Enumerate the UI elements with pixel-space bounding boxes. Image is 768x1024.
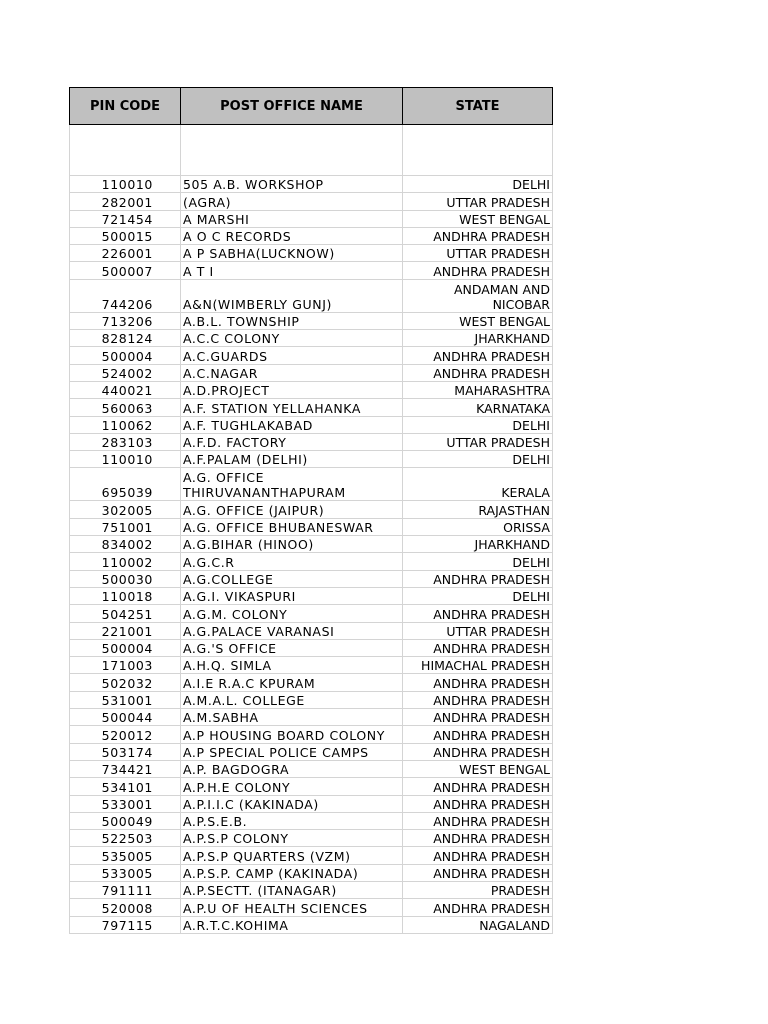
pin-code-cell: 721454	[70, 210, 181, 227]
pin-code-cell: 110010	[70, 451, 181, 468]
table-row	[70, 279, 553, 312]
post-office-name-cell: A.H.Q. SIMLA	[181, 657, 403, 674]
pin-code-cell: 110062	[70, 416, 181, 433]
table-row	[70, 347, 553, 364]
post-office-name-cell: A.M.SABHA	[181, 709, 403, 726]
post-office-name-cell: A.F. TUGHLAKABAD	[181, 416, 403, 433]
state-cell: PRADESH	[403, 881, 553, 898]
post-office-name-cell: 505 A.B. WORKSHOP	[181, 176, 403, 193]
table-row	[70, 864, 553, 881]
table-row	[70, 830, 553, 847]
post-office-name-cell: A.P.U OF HEALTH SCIENCES	[181, 899, 403, 916]
post-office-name-cell: A.C.NAGAR	[181, 364, 403, 381]
post-office-name-cell: A.G.C.R	[181, 553, 403, 570]
table-row	[70, 245, 553, 262]
table-row	[70, 227, 553, 244]
post-office-name-cell: A.P.SECTT. (ITANAGAR)	[181, 881, 403, 898]
table-row	[70, 433, 553, 450]
post-office-name-cell: A.P.H.E COLONY	[181, 778, 403, 795]
table-row	[70, 605, 553, 622]
table-row	[70, 657, 553, 674]
table-row	[70, 726, 553, 743]
state-cell: JHARKHAND	[403, 536, 553, 553]
pin-code-cell: 110002	[70, 553, 181, 570]
state-cell: UTTAR PRADESH	[403, 433, 553, 450]
state-cell: DELHI	[403, 587, 553, 604]
table-row	[70, 587, 553, 604]
post-office-name-cell: A MARSHI	[181, 210, 403, 227]
post-office-name-cell: A T I	[181, 262, 403, 279]
pin-code-cell: 520008	[70, 899, 181, 916]
post-office-name-cell: A.C.C COLONY	[181, 330, 403, 347]
post-office-name-cell: A.G.'S OFFICE	[181, 639, 403, 656]
post-office-name-cell: A O C RECORDS	[181, 227, 403, 244]
header-state: STATE	[403, 88, 553, 125]
empty-cell	[181, 125, 403, 176]
post-office-name-cell: A.G.PALACE VARANASI	[181, 622, 403, 639]
pin-code-cell: 535005	[70, 847, 181, 864]
post-office-name-cell: A.C.GUARDS	[181, 347, 403, 364]
post-office-name-cell: A.P.S.E.B.	[181, 812, 403, 829]
state-cell: ANDHRA PRADESH	[403, 570, 553, 587]
post-office-name-cell: A.P.I.I.C (KAKINADA)	[181, 795, 403, 812]
post-office-name-cell: A.I.E R.A.C KPURAM	[181, 674, 403, 691]
pin-code-cell: 797115	[70, 916, 181, 933]
post-office-name-cell: A.G.M. COLONY	[181, 605, 403, 622]
state-cell: WEST BENGAL	[403, 760, 553, 777]
state-cell: ANDHRA PRADESH	[403, 691, 553, 708]
pin-code-cell: 500004	[70, 347, 181, 364]
post-office-name-cell: A.P.S.P COLONY	[181, 830, 403, 847]
state-cell: WEST BENGAL	[403, 312, 553, 329]
state-cell: KARNATAKA	[403, 399, 553, 416]
pin-code-cell: 534101	[70, 778, 181, 795]
post-office-name-cell: A.D.PROJECT	[181, 381, 403, 398]
table-row	[70, 847, 553, 864]
post-office-name-cell: A.R.T.C.KOHIMA	[181, 916, 403, 933]
table-row	[70, 778, 553, 795]
state-cell: UTTAR PRADESH	[403, 622, 553, 639]
table-row	[70, 795, 553, 812]
pin-code-cell: 744206	[70, 279, 181, 312]
table-row	[70, 501, 553, 518]
table-row	[70, 743, 553, 760]
state-cell: ANDHRA PRADESH	[403, 778, 553, 795]
pin-code-cell: 520012	[70, 726, 181, 743]
pin-code-cell: 500007	[70, 262, 181, 279]
pin-code-cell: 282001	[70, 193, 181, 210]
table-row	[70, 881, 553, 898]
table-row	[70, 262, 553, 279]
post-office-name-cell: A.G. OFFICE (JAIPUR)	[181, 501, 403, 518]
pin-code-cell: 834002	[70, 536, 181, 553]
pin-code-cell: 503174	[70, 743, 181, 760]
pin-code-cell: 504251	[70, 605, 181, 622]
table-row	[70, 812, 553, 829]
empty-cell	[403, 125, 553, 176]
pin-code-cell: 533005	[70, 864, 181, 881]
table-row	[70, 518, 553, 535]
post-office-name-cell: A.G.COLLEGE	[181, 570, 403, 587]
state-cell: ANDHRA PRADESH	[403, 795, 553, 812]
table-row	[70, 210, 553, 227]
state-cell: ANDHRA PRADESH	[403, 864, 553, 881]
pin-code-cell: 502032	[70, 674, 181, 691]
state-cell: ANDAMAN AND NICOBAR	[403, 279, 553, 312]
state-cell: ANDHRA PRADESH	[403, 605, 553, 622]
post-office-name-cell: A.B.L. TOWNSHIP	[181, 312, 403, 329]
pin-code-cell: 110010	[70, 176, 181, 193]
table-row	[70, 468, 553, 501]
table-row	[70, 760, 553, 777]
post-office-name-cell: (AGRA)	[181, 193, 403, 210]
table-row	[70, 916, 553, 933]
state-cell: DELHI	[403, 553, 553, 570]
table-row	[70, 176, 553, 193]
table-row	[70, 364, 553, 381]
pin-code-cell: 221001	[70, 622, 181, 639]
state-cell: ANDHRA PRADESH	[403, 743, 553, 760]
state-cell: DELHI	[403, 451, 553, 468]
table-row	[70, 399, 553, 416]
pin-code-cell: 791111	[70, 881, 181, 898]
state-cell: DELHI	[403, 416, 553, 433]
table-row	[70, 709, 553, 726]
table-row	[70, 570, 553, 587]
pin-code-cell: 713206	[70, 312, 181, 329]
post-office-name-cell: A.F.PALAM (DELHI)	[181, 451, 403, 468]
header-row	[70, 88, 553, 125]
table-row	[70, 639, 553, 656]
empty-row	[70, 125, 553, 176]
state-cell: ANDHRA PRADESH	[403, 899, 553, 916]
pin-code-cell: 524002	[70, 364, 181, 381]
table-row	[70, 381, 553, 398]
table-row	[70, 899, 553, 916]
post-office-name-cell: A.G.BIHAR (HINOO)	[181, 536, 403, 553]
state-cell: ANDHRA PRADESH	[403, 364, 553, 381]
table-row	[70, 691, 553, 708]
pin-code-cell: 110018	[70, 587, 181, 604]
state-cell: WEST BENGAL	[403, 210, 553, 227]
state-cell: NAGALAND	[403, 916, 553, 933]
empty-cell	[70, 125, 181, 176]
post-office-name-cell: A.F. STATION YELLAHANKA	[181, 399, 403, 416]
state-cell: UTTAR PRADESH	[403, 193, 553, 210]
post-office-name-cell: A&N(WIMBERLY GUNJ)	[181, 279, 403, 312]
post-office-name-cell: A.P.S.P. CAMP (KAKINADA)	[181, 864, 403, 881]
pin-code-cell: 171003	[70, 657, 181, 674]
post-office-name-cell: A.G.I. VIKASPURI	[181, 587, 403, 604]
post-office-name-cell: A.G. OFFICE THIRUVANANTHAPURAM	[181, 468, 403, 501]
post-office-name-cell: A.P. BAGDOGRA	[181, 760, 403, 777]
state-cell: ANDHRA PRADESH	[403, 726, 553, 743]
state-cell: ANDHRA PRADESH	[403, 262, 553, 279]
state-cell: ANDHRA PRADESH	[403, 830, 553, 847]
table-row	[70, 622, 553, 639]
state-cell: DELHI	[403, 176, 553, 193]
state-cell: RAJASTHAN	[403, 501, 553, 518]
state-cell: JHARKHAND	[403, 330, 553, 347]
table-body	[70, 125, 553, 934]
pin-code-cell: 500004	[70, 639, 181, 656]
table-row	[70, 553, 553, 570]
header-pin-code: PIN CODE	[70, 88, 181, 125]
state-cell: ANDHRA PRADESH	[403, 674, 553, 691]
state-cell: ANDHRA PRADESH	[403, 847, 553, 864]
pin-code-cell: 226001	[70, 245, 181, 262]
state-cell: ANDHRA PRADESH	[403, 812, 553, 829]
state-cell: MAHARASHTRA	[403, 381, 553, 398]
pin-code-table	[69, 87, 553, 934]
pin-code-cell: 500044	[70, 709, 181, 726]
pin-code-cell: 560063	[70, 399, 181, 416]
post-office-name-cell: A.F.D. FACTORY	[181, 433, 403, 450]
post-office-name-cell: A.P.S.P QUARTERS (VZM)	[181, 847, 403, 864]
table-row	[70, 416, 553, 433]
pin-code-cell: 522503	[70, 830, 181, 847]
state-cell: HIMACHAL PRADESH	[403, 657, 553, 674]
state-cell: KERALA	[403, 468, 553, 501]
state-cell: UTTAR PRADESH	[403, 245, 553, 262]
post-office-name-cell: A.M.A.L. COLLEGE	[181, 691, 403, 708]
header-post-office-name: POST OFFICE NAME	[181, 88, 403, 125]
pin-code-cell: 695039	[70, 468, 181, 501]
pin-code-cell: 533001	[70, 795, 181, 812]
pin-code-cell: 440021	[70, 381, 181, 398]
post-office-name-cell: A P SABHA(LUCKNOW)	[181, 245, 403, 262]
pin-code-cell: 734421	[70, 760, 181, 777]
pin-code-cell: 500049	[70, 812, 181, 829]
post-office-name-cell: A.P HOUSING BOARD COLONY	[181, 726, 403, 743]
post-office-name-cell: A.P SPECIAL POLICE CAMPS	[181, 743, 403, 760]
table-row	[70, 674, 553, 691]
state-cell: ANDHRA PRADESH	[403, 347, 553, 364]
state-cell: ANDHRA PRADESH	[403, 709, 553, 726]
table-row	[70, 536, 553, 553]
table-row	[70, 330, 553, 347]
pin-code-cell: 283103	[70, 433, 181, 450]
pin-code-cell: 531001	[70, 691, 181, 708]
table-row	[70, 193, 553, 210]
state-cell: ANDHRA PRADESH	[403, 639, 553, 656]
state-cell: ORISSA	[403, 518, 553, 535]
pin-code-cell: 500015	[70, 227, 181, 244]
table-row	[70, 451, 553, 468]
pin-code-cell: 751001	[70, 518, 181, 535]
pin-code-cell: 302005	[70, 501, 181, 518]
state-cell: ANDHRA PRADESH	[403, 227, 553, 244]
pin-code-cell: 828124	[70, 330, 181, 347]
table-row	[70, 312, 553, 329]
pin-code-cell: 500030	[70, 570, 181, 587]
post-office-name-cell: A.G. OFFICE BHUBANESWAR	[181, 518, 403, 535]
